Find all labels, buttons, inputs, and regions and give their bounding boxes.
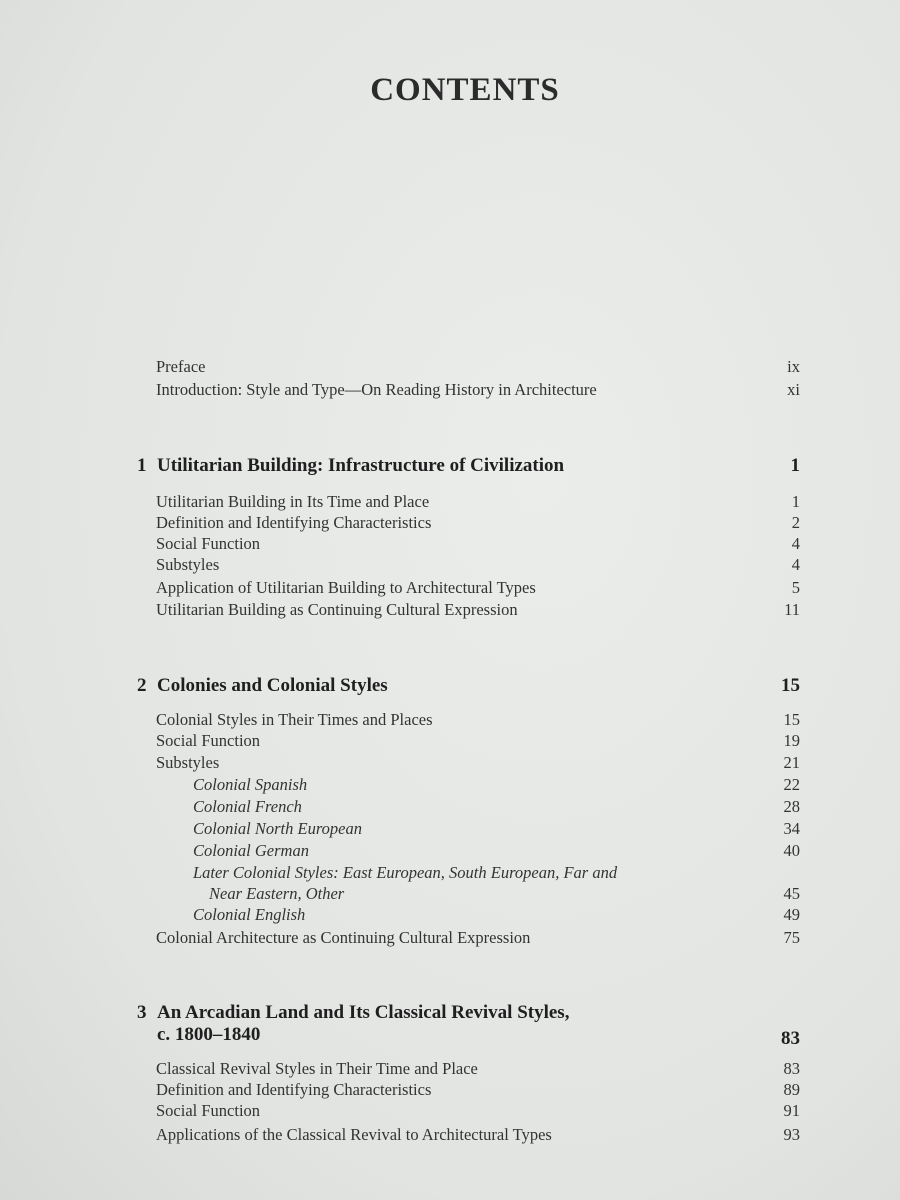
entry-page: 45 — [783, 884, 800, 903]
toc-entry[interactable] — [156, 752, 800, 773]
chapter-number: 2 — [137, 675, 147, 696]
entry-title: Classical Revival Styles in Their Time and Place — [156, 1059, 478, 1078]
chapter-title-line-2: c. 1800–1840 — [157, 1024, 261, 1045]
entry-title: Colonial Architecture as Continuing Cultural Expression — [156, 928, 531, 947]
entry-page: 34 — [783, 819, 800, 838]
toc-entry[interactable] — [156, 1100, 800, 1121]
chapter-3-heading[interactable] — [137, 1002, 800, 1050]
entry-title: Introduction: Style and Type—On Reading History in Architecture — [156, 380, 597, 399]
entry-title-line-1: Later Colonial Styles: East European, South European, Far and — [193, 863, 618, 882]
entry-title: Preface — [156, 357, 206, 376]
toc-subentry[interactable] — [193, 904, 800, 925]
toc-subentry[interactable] — [193, 796, 800, 817]
entry-title: Social Function — [156, 731, 261, 750]
toc-entry[interactable] — [156, 927, 800, 948]
toc-subentry-wrapped[interactable] — [193, 862, 800, 904]
entry-page: 1 — [791, 492, 800, 511]
entry-page: 89 — [783, 1080, 800, 1099]
entry-title: Applications of the Classical Revival to Architectural Types — [156, 1125, 552, 1144]
chapter-title — [157, 1002, 770, 1046]
entry-page: 19 — [783, 731, 800, 750]
entry-title: Utilitarian Building in Its Time and Place — [156, 492, 430, 511]
chapter-title-line-1: An Arcadian Land and Its Classical Revival Styles, — [157, 1002, 570, 1023]
entry-page: 49 — [783, 905, 800, 924]
entry-title: Colonial English — [193, 905, 306, 924]
chapter-page: 15 — [781, 675, 800, 696]
entry-page: 2 — [791, 513, 800, 532]
toc-entry[interactable] — [156, 1058, 800, 1079]
entry-title: Social Function — [156, 1101, 261, 1120]
entry-page: 5 — [791, 578, 800, 597]
entry-page: 83 — [783, 1059, 800, 1078]
chapter-number: 3 — [137, 1002, 147, 1023]
toc-entry[interactable] — [156, 533, 800, 554]
entry-title-line-2: Near Eastern, Other — [209, 884, 345, 903]
entry-page: 21 — [783, 753, 800, 772]
toc-subentry[interactable] — [193, 818, 800, 839]
toc-entry[interactable] — [156, 512, 800, 533]
toc-subentry[interactable] — [193, 774, 800, 795]
chapter-title: Colonies and Colonial Styles — [157, 675, 388, 696]
entry-page: 91 — [783, 1101, 800, 1120]
entry-title: Application of Utilitarian Building to Architectural Types — [156, 578, 536, 597]
entry-page: 28 — [783, 797, 800, 816]
entry-page: 75 — [783, 928, 800, 947]
entry-page: xi — [787, 380, 800, 399]
toc-entry[interactable] — [156, 491, 800, 512]
entry-page: 11 — [784, 600, 800, 619]
entry-title: Colonial German — [193, 841, 309, 860]
toc-entry[interactable] — [156, 709, 800, 730]
entry-title: Definition and Identifying Characteristics — [156, 1080, 432, 1099]
entry-title: Definition and Identifying Characteristics — [156, 513, 432, 532]
toc-entry-introduction[interactable] — [156, 379, 800, 400]
entry-title: Substyles — [156, 753, 220, 772]
chapter-1-heading[interactable] — [137, 455, 800, 477]
entry-title: Colonial Spanish — [193, 775, 308, 794]
toc-entry[interactable] — [156, 1079, 800, 1100]
chapter-number: 1 — [137, 455, 147, 476]
entry-title: Social Function — [156, 534, 261, 553]
toc-entry[interactable] — [156, 599, 800, 620]
toc-entry[interactable] — [156, 1124, 800, 1145]
entry-title: Substyles — [156, 555, 220, 574]
entry-page: 15 — [783, 710, 800, 729]
entry-title: Colonial Styles in Their Times and Places — [156, 710, 433, 729]
entry-page: 93 — [783, 1125, 800, 1144]
chapter-page: 83 — [781, 1028, 800, 1049]
entry-page: ix — [787, 357, 800, 376]
entry-page: 4 — [791, 534, 800, 553]
chapter-title: Utilitarian Building: Infrastructure of Civilization — [157, 455, 565, 476]
entry-page: 4 — [791, 555, 800, 574]
entry-title: Utilitarian Building as Continuing Cultural Expression — [156, 600, 518, 619]
toc-entry[interactable] — [156, 730, 800, 751]
contents-heading: CONTENTS — [370, 72, 560, 108]
entry-title: Colonial French — [193, 797, 302, 816]
chapter-2-heading[interactable] — [137, 675, 800, 697]
entry-page: 40 — [783, 841, 800, 860]
entry-page: 22 — [783, 775, 800, 794]
toc-subentry[interactable] — [193, 840, 800, 861]
chapter-page: 1 — [790, 455, 800, 476]
entry-title: Colonial North European — [193, 819, 362, 838]
toc-entry[interactable] — [156, 554, 800, 575]
toc-entry-preface[interactable] — [156, 356, 800, 377]
toc-entry[interactable] — [156, 577, 800, 598]
